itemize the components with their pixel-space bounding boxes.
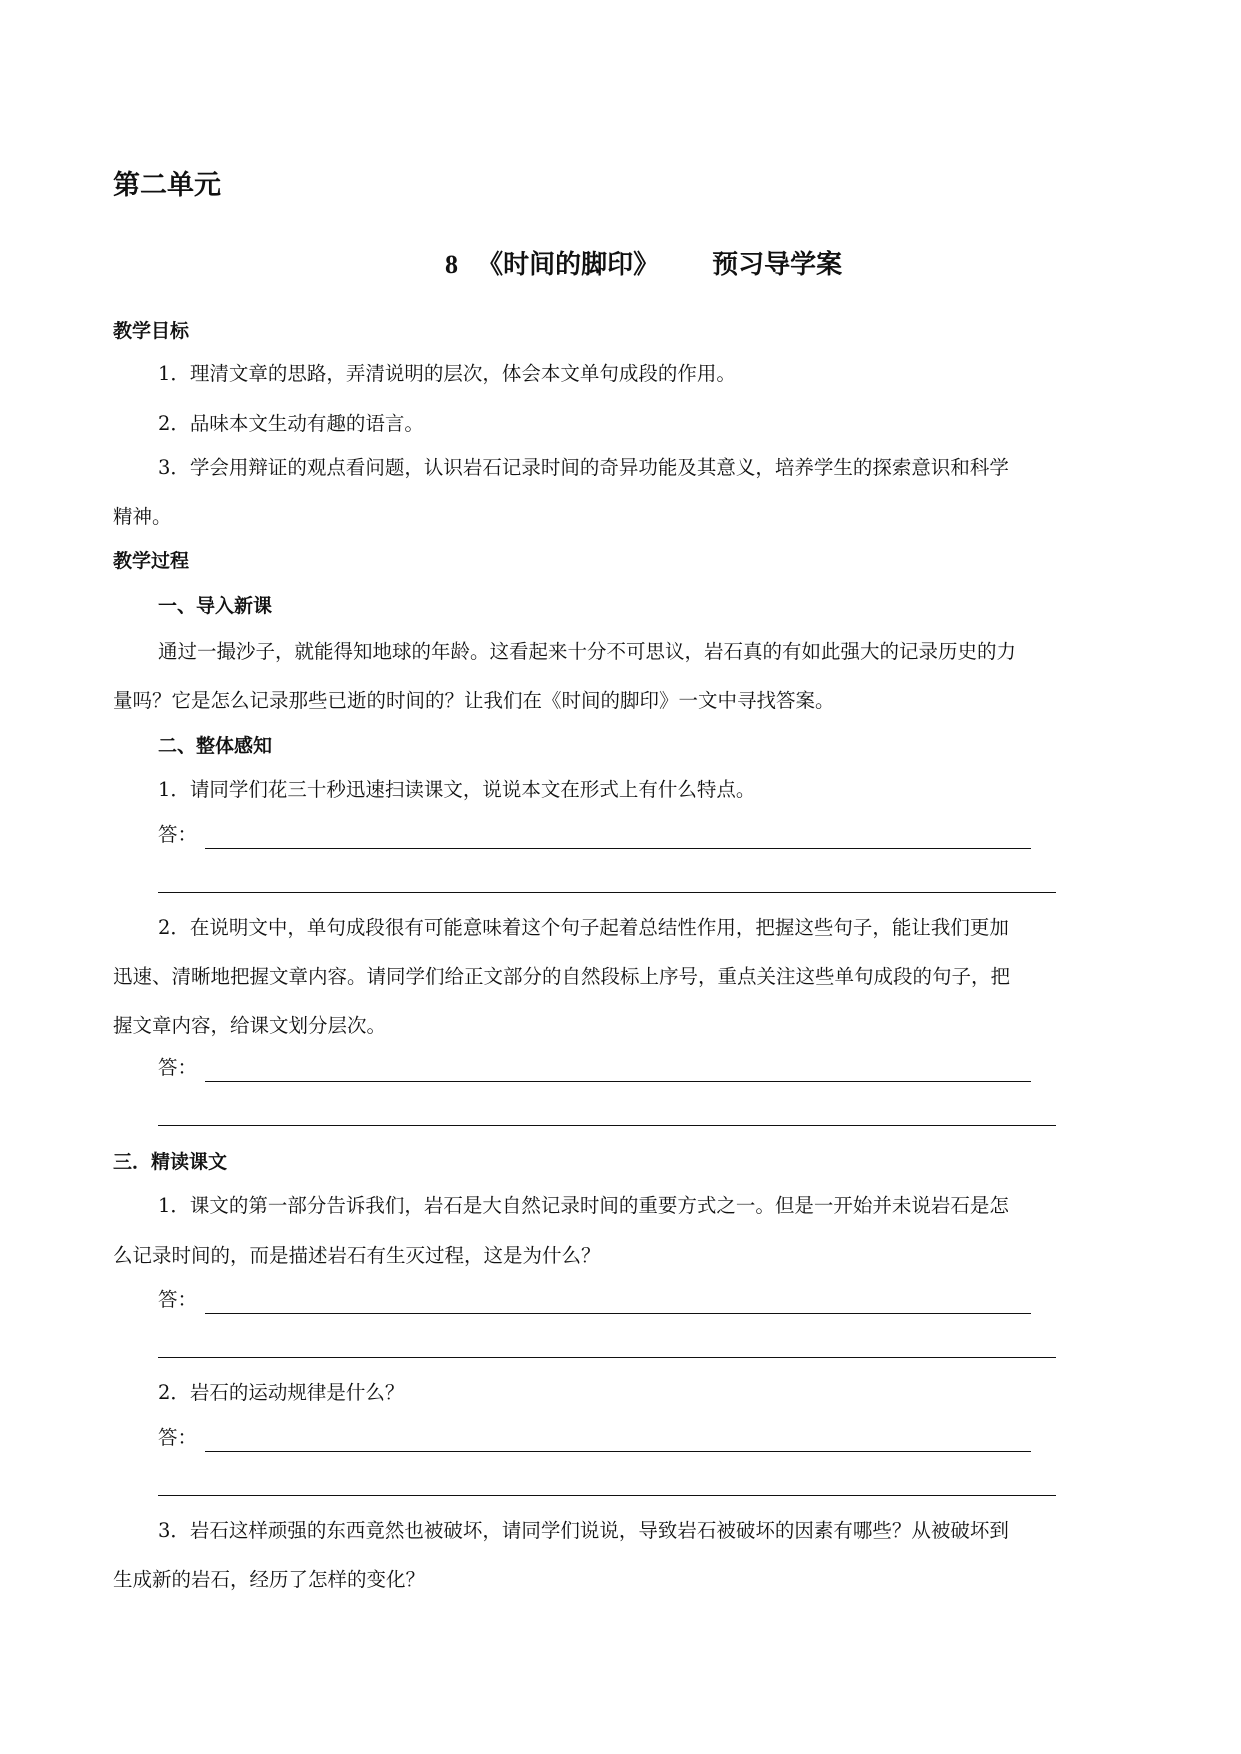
answer-line[interactable] xyxy=(158,892,1056,893)
question-line: 握文章内容，给课文划分层次。 xyxy=(113,1014,387,1037)
answer-line[interactable] xyxy=(158,1125,1056,1126)
section-heading-overview: 二、整体感知 xyxy=(158,735,273,757)
answer-line[interactable] xyxy=(205,1313,1031,1314)
question-line: 1．请同学们花三十秒迅速扫读课文，说说本文在形式上有什么特点。 xyxy=(158,778,756,801)
question-line: 么记录时间的，而是描述岩石有生灭过程，这是为什么？ xyxy=(113,1244,601,1267)
question-line: 迅速、清晰地把握文章内容。请同学们给正文部分的自然段标上序号，重点关注这些单句成段的句子，把 xyxy=(113,965,1011,988)
paragraph-line: 通过一撮沙子，就能得知地球的年龄。这看起来十分不可思议，岩石真的有如此强大的记录历史的力 xyxy=(158,640,1017,663)
unit-title: 第二单元 xyxy=(113,170,221,201)
question-line: 2．岩石的运动规律是什么？ xyxy=(158,1381,405,1404)
answer-label: 答： xyxy=(158,1288,198,1311)
answer-label: 答： xyxy=(158,1056,198,1079)
answer-line[interactable] xyxy=(205,1451,1031,1452)
objective-item-continued: 精神。 xyxy=(113,505,172,528)
process-heading: 教学过程 xyxy=(113,550,190,572)
objective-item: 3．学会用辩证的观点看问题，认识岩石记录时间的奇异功能及其意义，培养学生的探索意识和科学 xyxy=(158,456,1009,479)
answer-label: 答： xyxy=(158,823,198,846)
question-line: 3．岩石这样顽强的东西竟然也被破坏，请同学们说说，导致岩石被破坏的因素有哪些？从被破坏到 xyxy=(158,1519,1009,1542)
question-line: 生成新的岩石，经历了怎样的变化？ xyxy=(113,1568,426,1591)
objective-item: 2．品味本文生动有趣的语言。 xyxy=(158,412,424,435)
question-line: 2．在说明文中，单句成段很有可能意味着这个句子起着总结性作用，把握这些句子，能让我们更加 xyxy=(158,916,1009,939)
answer-line[interactable] xyxy=(205,848,1031,849)
lesson-subtitle: 预习导学案 xyxy=(712,250,843,280)
answer-line[interactable] xyxy=(158,1357,1056,1358)
paragraph-line: 量吗？它是怎么记录那些已逝的时间的？让我们在《时间的脚印》一文中寻找答案。 xyxy=(113,689,835,712)
objective-item: 1．理清文章的思路，弄清说明的层次，体会本文单句成段的作用。 xyxy=(158,362,736,385)
objectives-heading: 教学目标 xyxy=(113,320,190,342)
section-heading-close-reading: 三．精读课文 xyxy=(113,1151,228,1173)
lesson-number: 8 xyxy=(445,250,458,279)
lesson-title xyxy=(445,252,842,278)
answer-line[interactable] xyxy=(205,1081,1031,1082)
lesson-name: 《时间的脚印》 xyxy=(477,250,660,280)
answer-label: 答： xyxy=(158,1426,198,1449)
answer-line[interactable] xyxy=(158,1495,1056,1496)
section-heading-intro: 一、导入新课 xyxy=(158,595,273,617)
question-line: 1．课文的第一部分告诉我们，岩石是大自然记录时间的重要方式之一。但是一开始并未说岩石是怎 xyxy=(158,1194,1009,1217)
